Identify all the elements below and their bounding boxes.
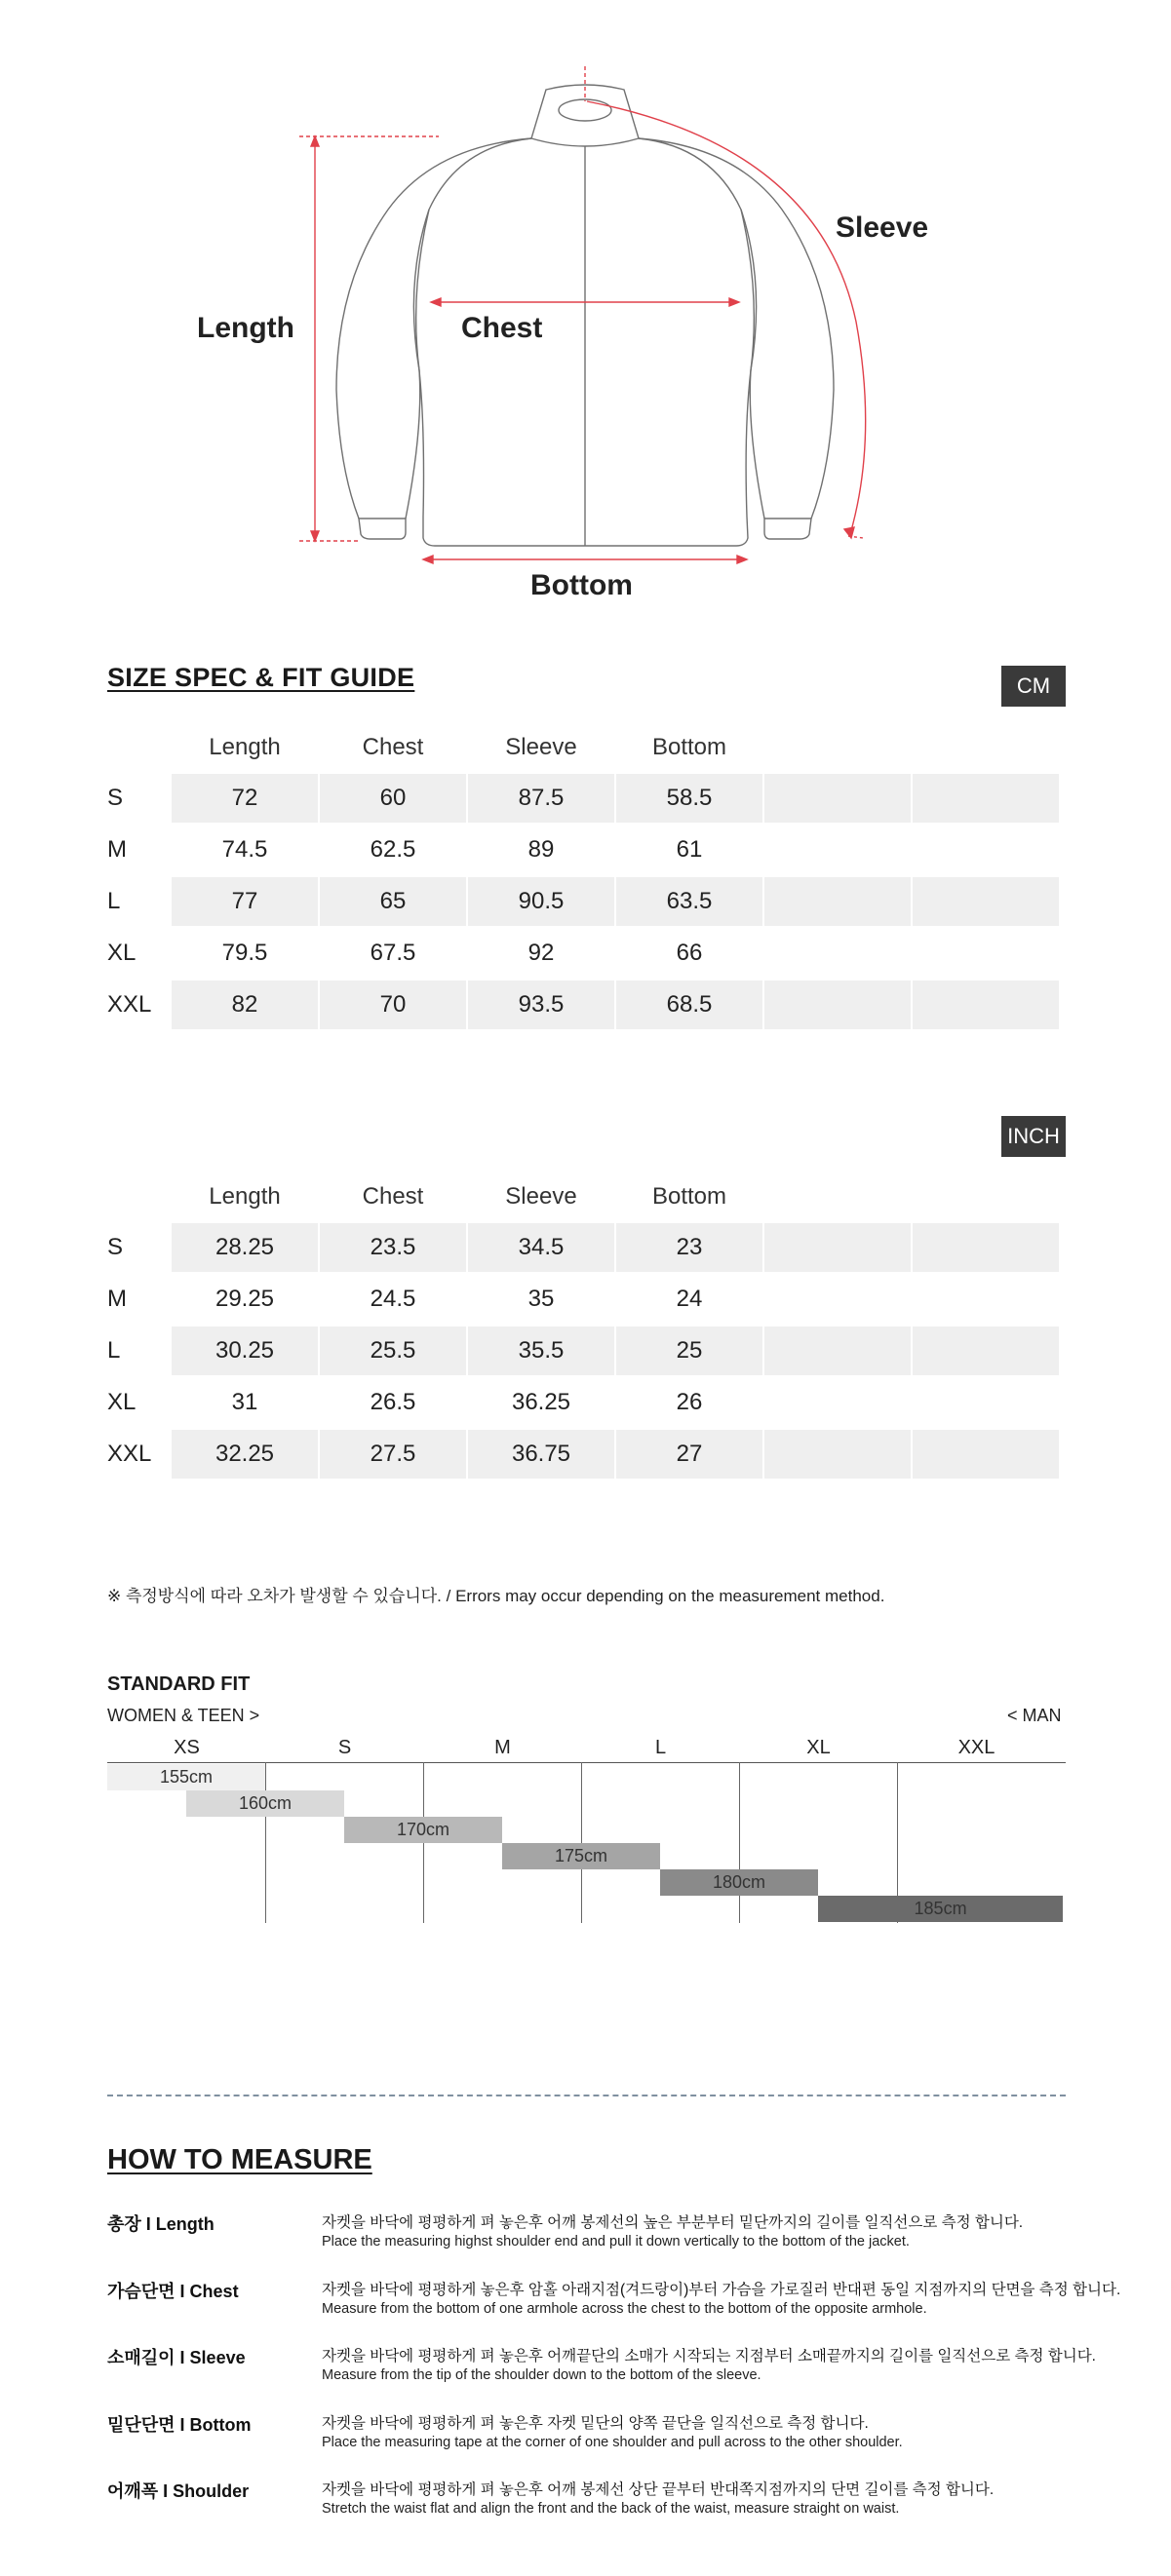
table-cell: 29.25 (215, 1286, 275, 1312)
column-header-length: Length (209, 1183, 281, 1210)
fit-height-bar: 180cm (660, 1869, 818, 1896)
table-row (107, 1378, 1066, 1430)
standard-fit-title: STANDARD FIT (107, 1673, 251, 1695)
table-cell: 89 (527, 836, 555, 863)
fit-size-label: L (654, 1737, 667, 1758)
table-row (107, 1223, 1066, 1275)
column-header-length: Length (209, 734, 281, 760)
how-to-measure-title: HOW TO MEASURE (107, 2144, 372, 2175)
table-cell: 93.5 (468, 980, 614, 1029)
empty-cell (913, 1430, 1059, 1479)
column-header-bottom: Bottom (651, 1183, 727, 1210)
table-cell: 36.75 (468, 1430, 614, 1479)
table-row (107, 980, 1066, 1032)
empty-cell (913, 980, 1059, 1029)
table-header-row (107, 721, 1066, 774)
table-cell: 70 (320, 980, 466, 1029)
bottom-label: Bottom (530, 569, 633, 601)
table-body (107, 774, 1066, 1032)
table-cell: 34.5 (468, 1223, 614, 1272)
fit-column-divider (265, 1762, 266, 1923)
unit-badge-cm: CM (1001, 666, 1066, 707)
size-label: M (107, 836, 127, 863)
measure-item-english: Measure from the tip of the shoulder down to the bottom of the sleeve. (322, 2367, 761, 2383)
length-arrow-top (311, 136, 319, 146)
table-row (107, 929, 1066, 980)
size-spec-title: SIZE SPEC & FIT GUIDE (107, 663, 415, 692)
table-cell: 32.25 (172, 1430, 318, 1479)
table-cell: 36.25 (511, 1389, 571, 1415)
column-header-bottom: Bottom (651, 734, 727, 760)
collar-opening (559, 99, 611, 121)
empty-cell (764, 1275, 911, 1324)
measure-item-label: 밑단단면 I Bottom (107, 2415, 252, 2435)
fit-height-bar: 170cm (344, 1817, 502, 1843)
measure-item-english: Stretch the waist flat and align the front and the back of the waist, measure straight on waist. (322, 2501, 900, 2517)
size-table-inch (107, 1171, 1066, 1481)
table-cell: 24.5 (370, 1286, 416, 1312)
chest-arrow-left (431, 298, 441, 306)
measurement-note: ※ 측정방식에 따라 오차가 발생할 수 있습니다. / Errors may occur depending on the measurement method. (107, 1587, 885, 1605)
bottom-arrow-left (423, 556, 433, 563)
table-cell: 23.5 (320, 1223, 466, 1272)
right-cuff (764, 519, 811, 539)
table-cell: 65 (320, 877, 466, 926)
table-cell: 60 (320, 774, 466, 823)
table-row (107, 774, 1066, 826)
table-row (107, 1326, 1066, 1378)
table-cell: 92 (527, 940, 555, 966)
fit-height-bar: 185cm (818, 1896, 1063, 1922)
measure-item-label: 가슴단면 I Chest (107, 2282, 239, 2301)
measure-item-korean: 자켓을 바닥에 평평하게 펴 놓은후 어깨 봉제선의 높은 부분부터 밑단까지의 길이를 일직선으로 측정 합니다. (322, 2214, 1024, 2231)
fit-size-label: M (494, 1737, 511, 1758)
table-cell: 25 (616, 1326, 762, 1375)
table-cell: 79.5 (221, 940, 268, 966)
table-cell: 82 (172, 980, 318, 1029)
left-cuff (359, 519, 406, 539)
measure-item-korean: 자켓을 바닥에 평평하게 펴 놓은후 자켓 밑단의 양쪽 끝단을 일직선으로 측정 합니다. (322, 2415, 869, 2432)
table-row (107, 826, 1066, 877)
fit-women-teen-label: WOMEN & TEEN > (107, 1706, 260, 1725)
table-cell: 26.5 (370, 1389, 416, 1415)
fit-height-bar: 155cm (107, 1764, 265, 1790)
empty-cell (913, 774, 1059, 823)
empty-cell (913, 929, 1059, 978)
column-header-sleeve: Sleeve (505, 734, 577, 760)
measure-item-korean: 자켓을 바닥에 평평하게 놓은후 암홀 아래지점(겨드랑이)부터 가슴을 가로질러 반대편 동일 지점까지의 단면을 측정 합니다. (322, 2282, 1121, 2298)
sleeve-label: Sleeve (836, 211, 929, 244)
column-header-sleeve: Sleeve (505, 1183, 577, 1210)
right-sleeve-outer (639, 138, 834, 519)
length-arrow-bottom (311, 531, 319, 541)
table-cell: 35 (527, 1286, 555, 1312)
size-label: L (107, 1337, 121, 1364)
fit-height-bar: 160cm (186, 1790, 344, 1817)
empty-cell (913, 826, 1059, 874)
empty-cell (913, 1326, 1059, 1375)
unit-badge-inch: INCH (1001, 1116, 1066, 1157)
table-cell: 63.5 (616, 877, 762, 926)
table-cell: 74.5 (221, 836, 268, 863)
sleeve-line (587, 101, 866, 534)
size-label: XXL (107, 1441, 152, 1467)
section-divider (107, 2095, 1066, 2096)
table-cell: 62.5 (370, 836, 416, 863)
table-cell: 90.5 (468, 877, 614, 926)
table-cell: 87.5 (468, 774, 614, 823)
bottom-arrow-right (737, 556, 747, 563)
fit-column-divider (739, 1762, 740, 1923)
size-table-cm (107, 721, 1066, 1032)
size-label: XXL (107, 991, 152, 1018)
empty-cell (764, 1378, 911, 1427)
table-cell: 68.5 (616, 980, 762, 1029)
empty-cell (764, 980, 911, 1029)
chest-label: Chest (461, 312, 543, 344)
fit-axis-line (107, 1762, 1066, 1763)
garment-diagram (0, 0, 1171, 624)
empty-cell (913, 877, 1059, 926)
jacket-illustration (0, 0, 1171, 624)
fit-size-label: S (337, 1737, 352, 1758)
table-cell: 23 (616, 1223, 762, 1272)
table-cell: 26 (676, 1389, 703, 1415)
table-cell: 72 (172, 774, 318, 823)
measure-item-english: Measure from the bottom of one armhole across the chest to the bottom of the opposite armhole. (322, 2301, 927, 2317)
size-label: XL (107, 940, 137, 966)
size-label: M (107, 1286, 127, 1312)
measure-item-label: 어깨폭 I Shoulder (107, 2481, 250, 2501)
table-cell: 27 (616, 1430, 762, 1479)
table-cell: 30.25 (172, 1326, 318, 1375)
fit-height-bar: 175cm (502, 1843, 660, 1869)
table-cell: 61 (676, 836, 703, 863)
table-cell: 31 (231, 1389, 258, 1415)
fit-size-label: XL (806, 1737, 831, 1758)
chest-arrow-right (729, 298, 739, 306)
column-header-chest: Chest (362, 734, 424, 760)
empty-cell (764, 877, 911, 926)
table-cell: 27.5 (320, 1430, 466, 1479)
empty-cell (764, 774, 911, 823)
table-row (107, 877, 1066, 929)
table-header-row (107, 1171, 1066, 1223)
fit-size-label: XXL (957, 1737, 995, 1758)
empty-cell (764, 929, 911, 978)
table-row (107, 1275, 1066, 1326)
table-cell: 77 (172, 877, 318, 926)
size-label: XL (107, 1389, 137, 1415)
table-cell: 28.25 (172, 1223, 318, 1272)
measure-item-label: 소매길이 I Sleeve (107, 2348, 246, 2367)
table-cell: 67.5 (370, 940, 416, 966)
measure-item-korean: 자켓을 바닥에 평평하게 펴 놓은후 어깨끝단의 소매가 시작되는 지점부터 소매끝까지의 길이를 일직선으로 측정 합니다. (322, 2348, 1096, 2365)
size-label: S (107, 785, 124, 811)
table-cell: 58.5 (616, 774, 762, 823)
empty-cell (913, 1275, 1059, 1324)
table-cell: 66 (676, 940, 703, 966)
measure-item-english: Place the measuring tape at the corner of one shoulder and pull across to the other shoulder. (322, 2435, 903, 2450)
empty-cell (764, 826, 911, 874)
measure-item-korean: 자켓을 바닥에 평평하게 펴 놓은후 어깨 봉제선 상단 끝부터 반대쪽지점까지의 단면 길이를 측정 합니다. (322, 2481, 995, 2498)
size-label: L (107, 888, 121, 914)
measure-item-label: 총장 I Length (107, 2214, 215, 2234)
empty-cell (764, 1430, 911, 1479)
table-cell: 24 (676, 1286, 703, 1312)
fit-man-label: < MAN (1007, 1706, 1062, 1725)
empty-cell (913, 1378, 1059, 1427)
table-body (107, 1223, 1066, 1481)
empty-cell (764, 1223, 911, 1272)
table-row (107, 1430, 1066, 1481)
empty-cell (913, 1223, 1059, 1272)
empty-cell (764, 1326, 911, 1375)
measure-item-english: Place the measuring highst shoulder end and pull it down vertically to the bottom of the jacket. (322, 2234, 910, 2249)
table-cell: 35.5 (468, 1326, 614, 1375)
size-label: S (107, 1234, 124, 1260)
length-label: Length (197, 312, 294, 344)
fit-size-label: XS (174, 1737, 200, 1758)
table-cell: 25.5 (320, 1326, 466, 1375)
column-header-chest: Chest (362, 1183, 424, 1210)
